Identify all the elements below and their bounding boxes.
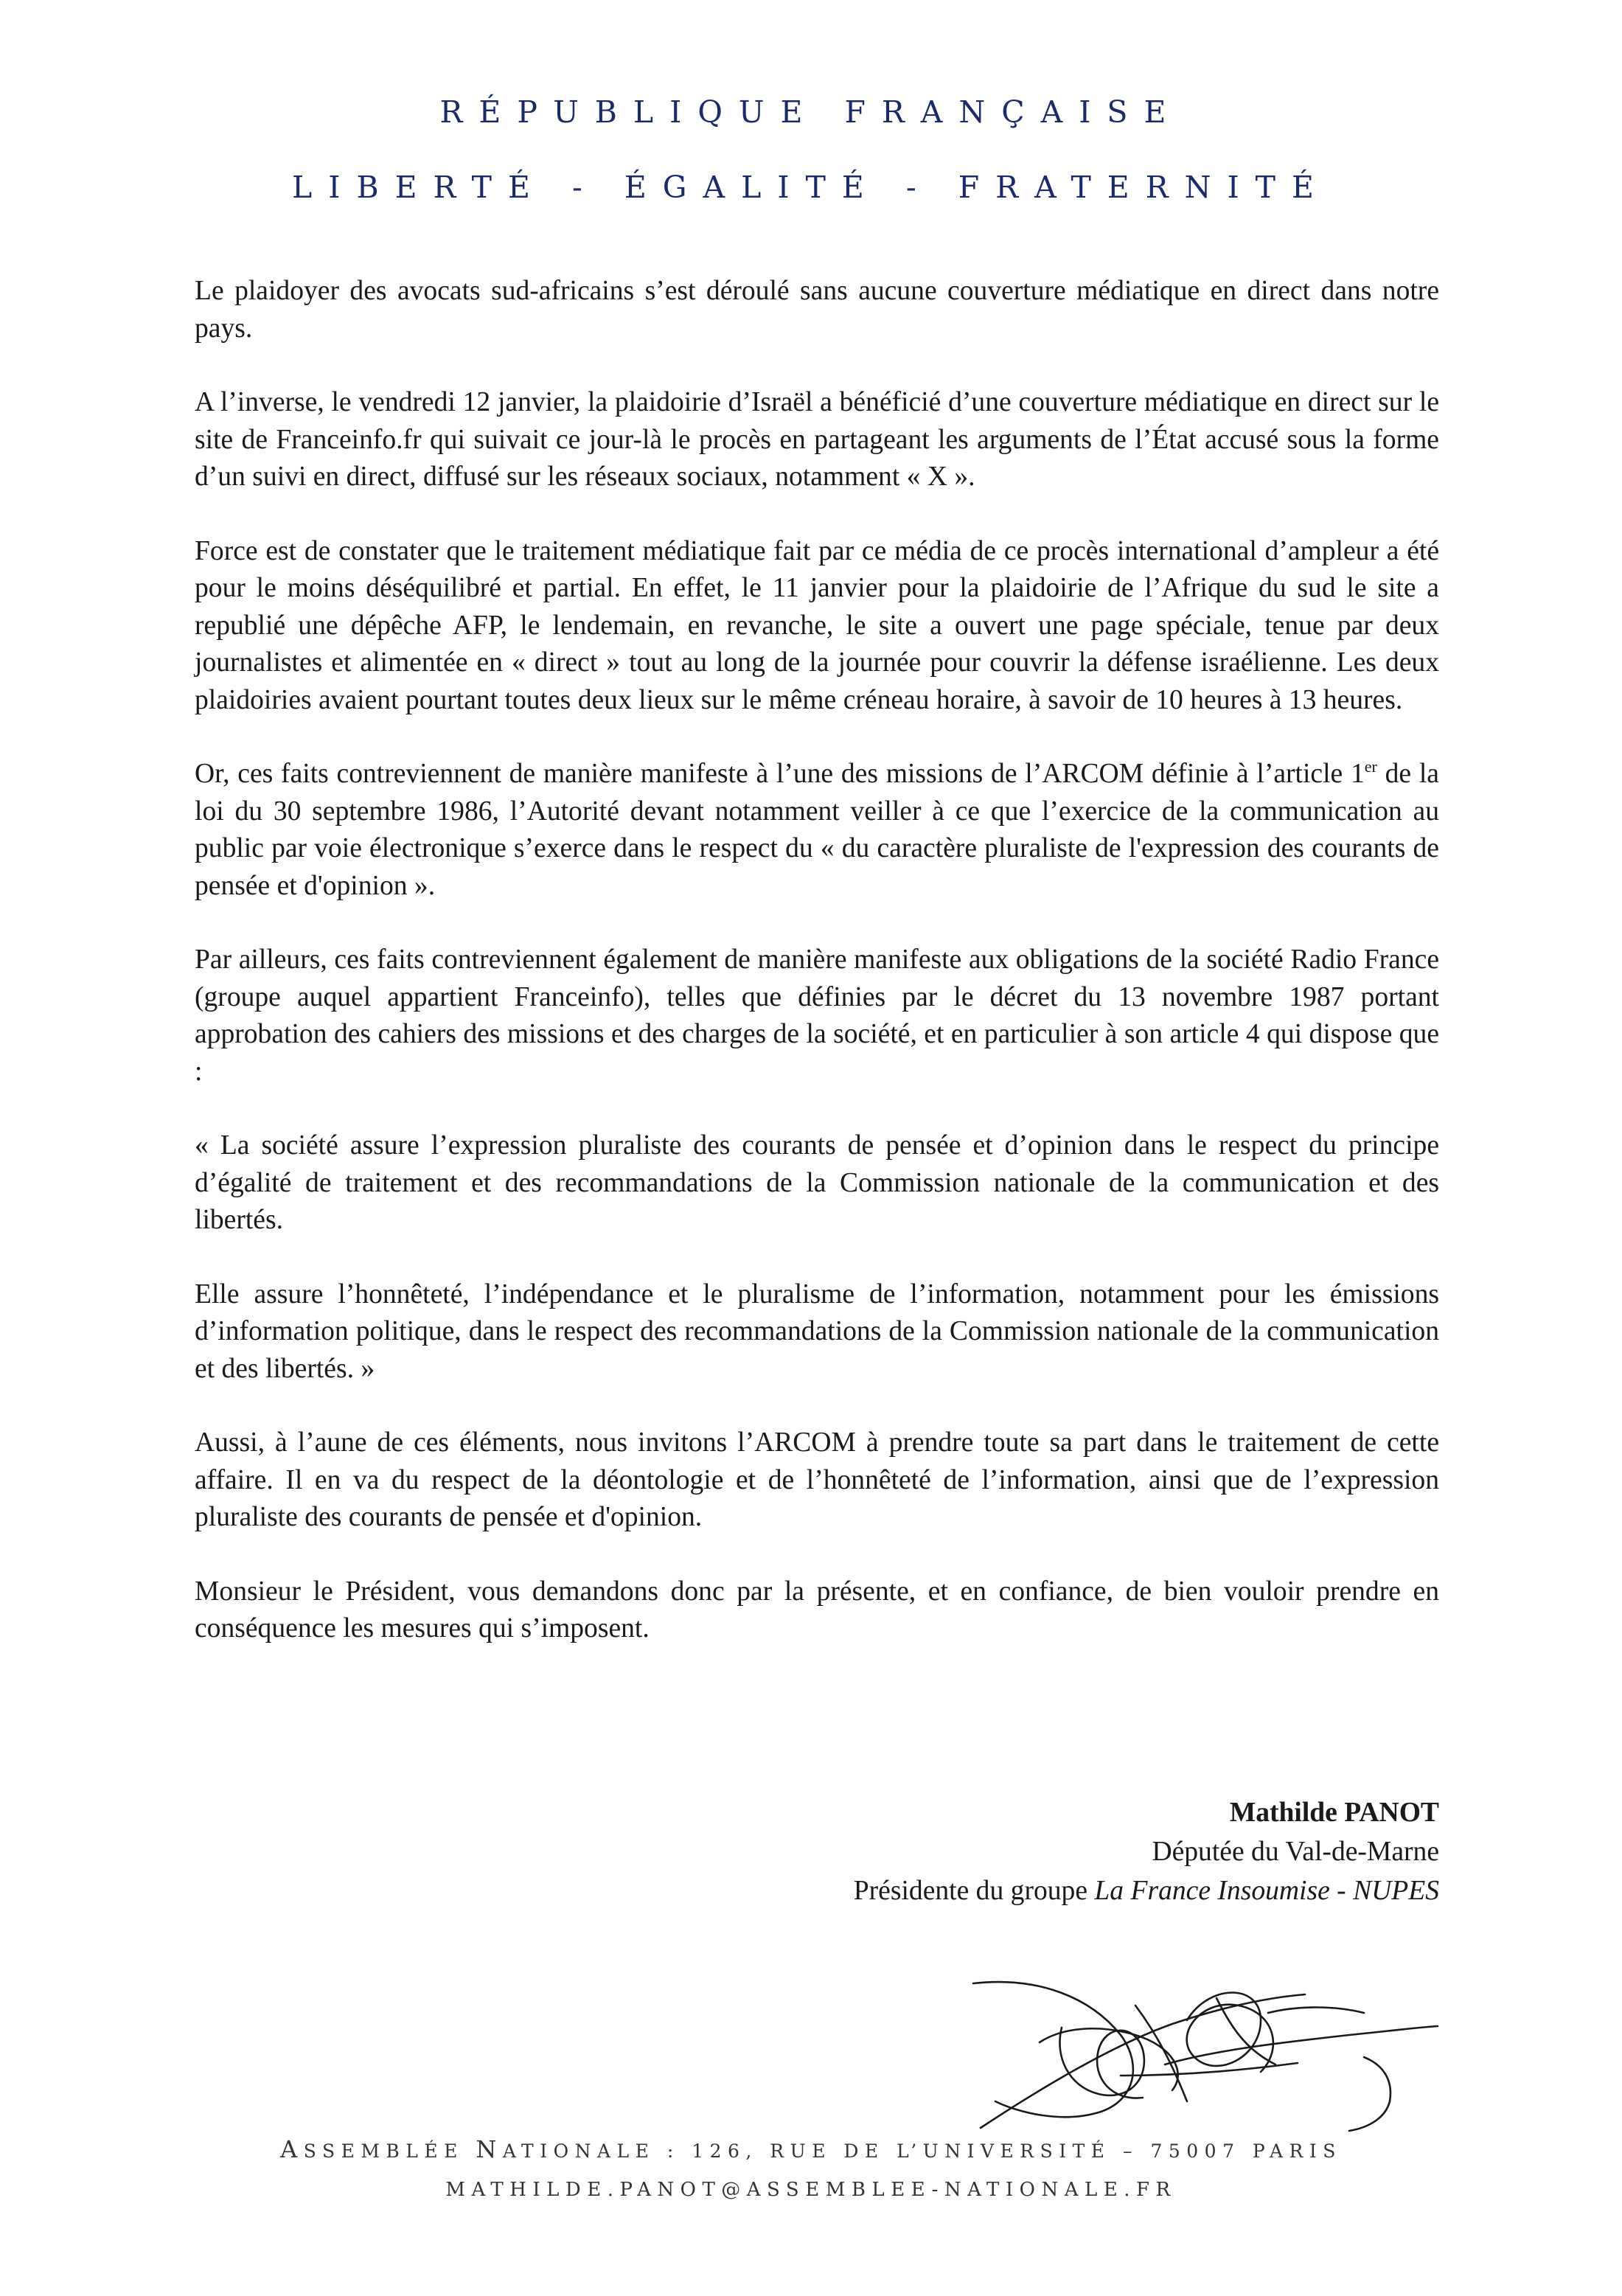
paragraph-1: Le plaidoyer des avocats sud-africains s’est déroulé sans aucune couverture médiatique en direct dans notre pays. bbox=[195, 276, 1439, 344]
handwritten-signature bbox=[951, 1954, 1445, 2138]
paragraph-4-part-2: de la loi du 30 septembre 1986, l’Autorité devant notamment veiller à ce que l’exercice de la communication au public par voie électronique s’exerce dans le respect du « du caractère pluraliste de l'expression des courants de pensée et d'opinion ». bbox=[195, 759, 1439, 901]
header-devise: LIBERTÉ - ÉGALITÉ - FRATERNITÉ bbox=[292, 170, 1330, 205]
paragraph-7-quote: Elle assure l’honnêteté, l’indépendance et le pluralisme de l’information, notamment pour les émissions d’information politique, dans le respect des recommandations de la Commission nationale de la communication et des libertés. » bbox=[195, 1279, 1439, 1384]
paragraph-3: Force est de constater que le traitement médiatique fait par ce média de ce procès international d’ampleur a été pour le moins déséquilibré et partial. En effet, le 11 janvier pour la plaidoirie de l’Afrique du sud le site a republié une dépêche AFP, le lendemain, en revanche, le site a ouvert une page spéciale, tenue par deux journalistes et alimentée en « direct » tout au long de la journée pour couvrir la défense israélienne. Les deux plaidoiries avaient pourtant toutes deux lieux sur le même créneau horaire, à savoir de 10 heures à 13 heures. bbox=[195, 535, 1439, 715]
footer-cap-a: A bbox=[280, 2135, 304, 2163]
footer-address bbox=[0, 2135, 1622, 2163]
signatory-name: Mathilde PANOT bbox=[1229, 1798, 1439, 1828]
signatory-group-prefix: Présidente du groupe bbox=[853, 1876, 1095, 1906]
paragraph-5: Par ailleurs, ces faits contreviennent également de manière manifeste aux obligations de la société Radio France (groupe auquel appartient Franceinfo), telles que définies par le décret du 13 novembre 1987 portant approbation des cahiers des missions et des charges de la société, et en particulier à son article 4 qui dispose que : bbox=[195, 945, 1439, 1087]
paragraph-4 bbox=[195, 756, 1439, 905]
paragraph-4-part-1: Or, ces faits contreviennent de manière manifeste à l’une des missions de l’ARCOM définie à l’article 1 bbox=[195, 759, 1365, 789]
signatory-group-name: La France Insoumise - NUPES bbox=[1094, 1876, 1439, 1906]
header-republique: RÉPUBLIQUE FRANÇAISE bbox=[439, 94, 1183, 130]
signatory-role: Députée du Val-de-Marne bbox=[1152, 1837, 1439, 1867]
footer-addr-part-2: ATIONALE : 126, RUE DE L’UNIVERSITÉ – 75007 PARIS bbox=[502, 2140, 1342, 2162]
signature-block bbox=[854, 1793, 1439, 1910]
paragraph-8: Aussi, à l’aune de ces éléments, nous invitons l’ARCOM à prendre toute sa part dans le traitement de cette affaire. Il en va du respect de la déontologie et de l’honnêteté de l’information, ainsi que de l’expression pluraliste des courants de pensée et d'opinion. bbox=[195, 1427, 1439, 1532]
footer-cap-n: N bbox=[476, 2135, 503, 2163]
footer-email: MATHILDE.PANOT@ASSEMBLEE-NATIONALE.FR bbox=[445, 2179, 1177, 2201]
footer-addr-part-1: SSEMBLÉE bbox=[303, 2140, 476, 2162]
letter-body bbox=[195, 273, 1439, 1685]
signatory-group bbox=[854, 1871, 1439, 1910]
superscript-er: er bbox=[1364, 757, 1377, 776]
paragraph-2: A l’inverse, le vendredi 12 janvier, la plaidoirie d’Israël a bénéficié d’une couverture médiatique en direct sur le site de Franceinfo.fr qui suivait ce jour-là le procès en partageant les arguments de l’État accusé sous la forme d’un suivi en direct, diffusé sur les réseaux sociaux, notamment « X ». bbox=[195, 387, 1439, 492]
paragraph-6-quote: « La société assure l’expression pluraliste des courants de pensée et d’opinion dans le respect du principe d’égalité de traitement et des recommandations de la Commission nationale de la communication et des libertés. bbox=[195, 1130, 1439, 1235]
paragraph-9: Monsieur le Président, vous demandons donc par la présente, et en confiance, de bien vouloir prendre en conséquence les mesures qui s’imposent. bbox=[195, 1576, 1439, 1643]
